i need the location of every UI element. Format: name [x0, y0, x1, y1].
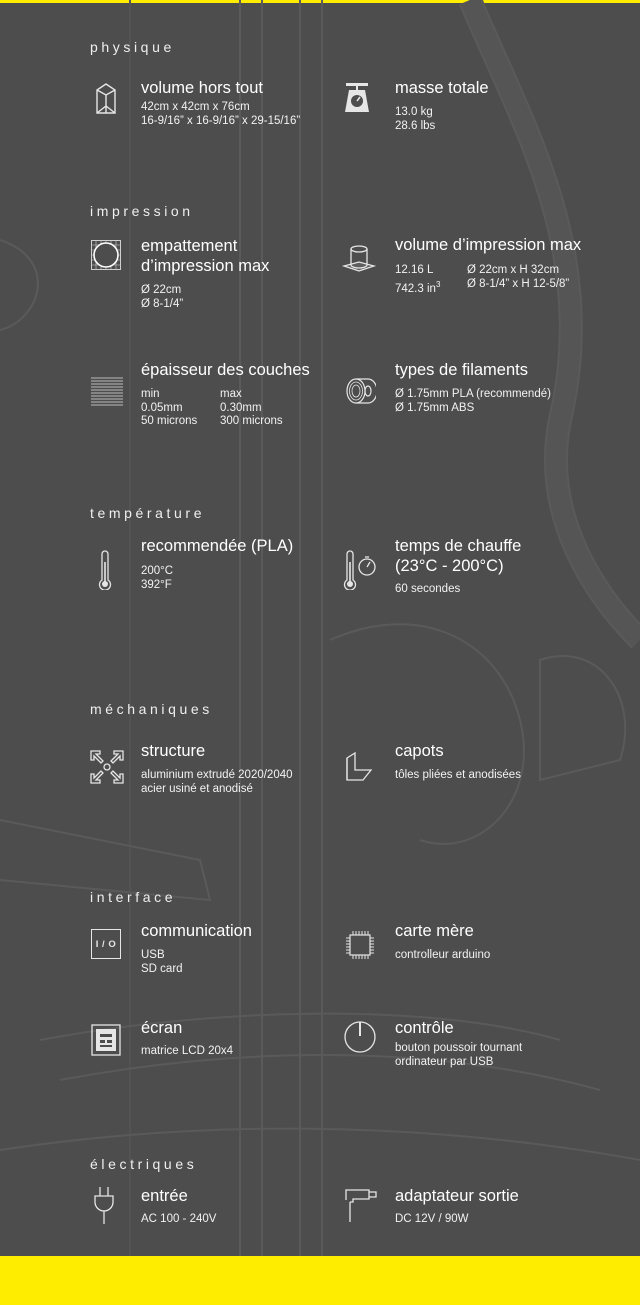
carte-mere-title: carte mère [395, 922, 474, 940]
structure-title: structure [141, 742, 206, 760]
capots-title: capots [395, 742, 444, 760]
capots-values: tôles pliées et anodisées [395, 769, 521, 781]
frame-structure-icon [90, 750, 124, 784]
temperature-recommendee-values: 200°C 392°F [141, 565, 174, 591]
volume-impression-liters: 12.16 L 742.3 $in^3$ [395, 264, 441, 295]
entree-title: entrée [141, 1187, 188, 1205]
thermometer-icon [98, 550, 112, 590]
scale-icon [343, 81, 371, 113]
thermometer-timer-icon [343, 550, 379, 590]
box-icon [94, 82, 118, 116]
ecran-title: écran [141, 1019, 183, 1037]
layers-icon [91, 377, 123, 407]
knob-icon [343, 1020, 377, 1054]
filaments-title: types de filaments [395, 361, 528, 379]
volume-impression-dimensions: Ø 22cm x H 32cm Ø 8-1/4” x H 12-5/8” [467, 264, 570, 290]
volume-impression-title: volume d’impression max [395, 236, 582, 254]
controle-values: bouton poussoir tournant ordinateur par USB [395, 1042, 523, 1068]
masse-totale-title: masse totale [395, 79, 489, 97]
chip-icon [344, 929, 376, 961]
couches-title: épaisseur des couches [141, 361, 310, 379]
carte-mere-values: controlleur arduino [395, 949, 491, 961]
couches-min: min 0.05mm 50 microns [141, 388, 198, 427]
communication-values: USB SD card [141, 949, 183, 975]
controle-title: contrôle [395, 1019, 454, 1037]
temps-chauffe-values: 60 secondes [395, 583, 461, 595]
ecran-values: matrice LCD 20x4 [141, 1045, 234, 1057]
empattement-title: empattement d’impression max [141, 237, 270, 275]
filaments-values: Ø 1.75mm PLA (recommendé) Ø 1.75mm ABS [395, 388, 551, 414]
section-title-mechaniques: méchaniques [90, 701, 213, 717]
temperature-recommendee-title: recommendée (PLA) [141, 537, 294, 555]
dc-adapter-icon [343, 1186, 379, 1224]
print-area-icon [91, 240, 121, 270]
bent-panel-icon [345, 752, 373, 782]
section-title-interface: interface [90, 889, 177, 905]
masse-totale-values: 13.0 kg 28.6 lbs [395, 106, 436, 132]
section-title-temperature: température [90, 505, 206, 521]
section-title-physique: physique [90, 39, 175, 55]
adaptateur-sortie-values: DC 12V / 90W [395, 1213, 469, 1225]
section-title-impression: impression [90, 203, 194, 219]
adaptateur-sortie-title: adaptateur sortie [395, 1187, 519, 1205]
lcd-screen-icon [91, 1024, 121, 1056]
io-icon: I / O [91, 929, 121, 959]
couches-max: max 0.30mm 300 microns [220, 388, 283, 427]
structure-values: aluminium extrudé 2020/2040 acier usiné et anodisé [141, 769, 293, 795]
filament-spool-icon [344, 375, 376, 407]
bottom-accent-bar [0, 1256, 640, 1305]
section-title-electriques: électriques [90, 1156, 198, 1172]
volume-hors-tout-values: 42cm x 42cm x 76cm 16-9/16” x 16-9/16” x 29-15/16” [141, 101, 301, 127]
empattement-values: Ø 22cm Ø 8-1/4” [141, 284, 184, 310]
entree-values: AC 100 - 240V [141, 1213, 217, 1225]
communication-title: communication [141, 922, 252, 940]
volume-hors-tout-title: volume hors tout [141, 79, 263, 97]
temps-chauffe-title: temps de chauffe (23°C - 200°C) [395, 537, 522, 575]
cylinder-icon [342, 244, 376, 274]
power-plug-icon [93, 1186, 115, 1226]
